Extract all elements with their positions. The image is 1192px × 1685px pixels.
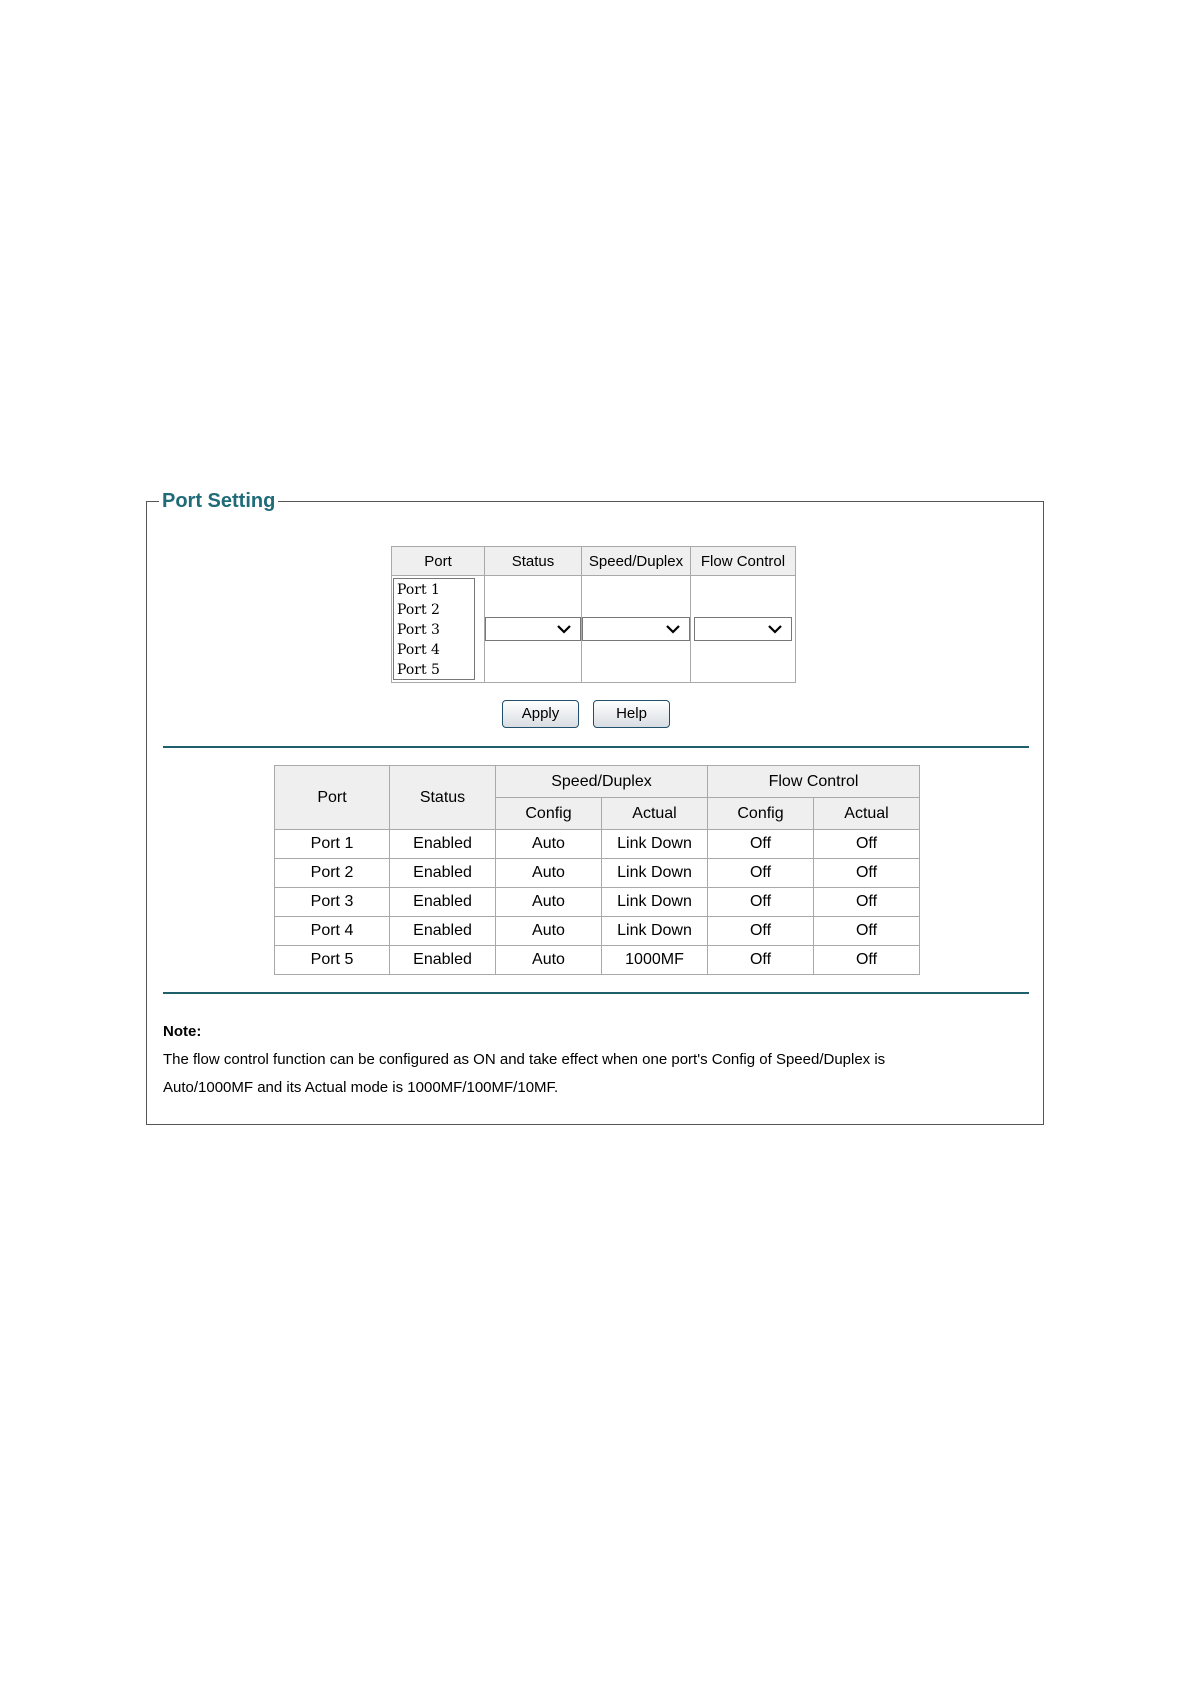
status-select-cell bbox=[485, 576, 582, 683]
port-list-cell bbox=[392, 576, 485, 683]
note-text-line1: The flow control function can be configured as ON and take effect when one port's Config of Speed/Duplex is bbox=[163, 1051, 886, 1068]
flow-select-cell bbox=[691, 576, 796, 683]
port-option[interactable]: Port 4 bbox=[397, 642, 440, 658]
cell-port: Port 3 bbox=[275, 888, 390, 917]
help-button[interactable]: Help bbox=[593, 700, 670, 728]
status-header-speed-config: Config bbox=[496, 798, 602, 830]
panel-title: Port Setting bbox=[159, 489, 278, 513]
cell-status: Enabled bbox=[390, 946, 496, 975]
table-row bbox=[275, 830, 920, 859]
chevron-down-icon bbox=[665, 621, 681, 640]
cell-port: Port 5 bbox=[275, 946, 390, 975]
port-config-table bbox=[391, 546, 796, 683]
note-title: Note: bbox=[163, 1023, 202, 1040]
cell-port: Port 2 bbox=[275, 859, 390, 888]
button-row bbox=[502, 700, 684, 728]
port-option[interactable]: Port 2 bbox=[397, 602, 440, 618]
cell-speed-config: Auto bbox=[496, 888, 602, 917]
cell-speed-actual: Link Down bbox=[602, 859, 708, 888]
chevron-down-icon bbox=[767, 621, 783, 640]
cell-flow-actual: Off bbox=[814, 946, 920, 975]
status-header-status: Status bbox=[390, 766, 496, 830]
cell-status: Enabled bbox=[390, 888, 496, 917]
cell-flow-actual: Off bbox=[814, 859, 920, 888]
cell-flow-actual: Off bbox=[814, 830, 920, 859]
cell-flow-config: Off bbox=[708, 830, 814, 859]
cell-flow-config: Off bbox=[708, 917, 814, 946]
status-select[interactable] bbox=[485, 617, 581, 641]
cell-flow-actual: Off bbox=[814, 917, 920, 946]
chevron-down-icon bbox=[556, 621, 572, 640]
speed-select-cell bbox=[582, 576, 691, 683]
status-header-speed-actual: Actual bbox=[602, 798, 708, 830]
port-option[interactable]: Port 3 bbox=[397, 622, 440, 638]
status-header-port: Port bbox=[275, 766, 390, 830]
port-option[interactable]: Port 5 bbox=[397, 662, 440, 678]
divider bbox=[163, 746, 1029, 748]
cell-speed-config: Auto bbox=[496, 917, 602, 946]
cell-port: Port 1 bbox=[275, 830, 390, 859]
flow-control-select[interactable] bbox=[694, 617, 792, 641]
port-setting-panel bbox=[146, 490, 1044, 1125]
config-header-port: Port bbox=[392, 547, 485, 576]
config-header-status: Status bbox=[485, 547, 582, 576]
cell-speed-actual: Link Down bbox=[602, 917, 708, 946]
cell-flow-config: Off bbox=[708, 946, 814, 975]
cell-flow-config: Off bbox=[708, 859, 814, 888]
note-section bbox=[163, 1018, 1023, 1102]
cell-status: Enabled bbox=[390, 917, 496, 946]
cell-flow-config: Off bbox=[708, 888, 814, 917]
cell-speed-config: Auto bbox=[496, 859, 602, 888]
status-header-flow-control: Flow Control bbox=[708, 766, 920, 798]
cell-speed-actual: Link Down bbox=[602, 830, 708, 859]
status-header-flow-config: Config bbox=[708, 798, 814, 830]
table-row bbox=[275, 946, 920, 975]
cell-status: Enabled bbox=[390, 859, 496, 888]
table-row bbox=[275, 859, 920, 888]
port-status-table bbox=[274, 765, 920, 975]
note-text-line2: Auto/1000MF and its Actual mode is 1000MF/100MF/10MF. bbox=[163, 1079, 559, 1096]
status-header-flow-actual: Actual bbox=[814, 798, 920, 830]
cell-speed-config: Auto bbox=[496, 946, 602, 975]
apply-button[interactable]: Apply bbox=[502, 700, 579, 728]
speed-duplex-select[interactable] bbox=[582, 617, 690, 641]
cell-port: Port 4 bbox=[275, 917, 390, 946]
cell-speed-actual: Link Down bbox=[602, 888, 708, 917]
port-select-list[interactable] bbox=[393, 578, 475, 680]
divider bbox=[163, 992, 1029, 994]
status-header-speed-duplex: Speed/Duplex bbox=[496, 766, 708, 798]
cell-flow-actual: Off bbox=[814, 888, 920, 917]
config-header-flow-control: Flow Control bbox=[691, 547, 796, 576]
cell-speed-config: Auto bbox=[496, 830, 602, 859]
table-row bbox=[275, 888, 920, 917]
port-option[interactable]: Port 1 bbox=[397, 582, 440, 598]
config-header-speed-duplex: Speed/Duplex bbox=[582, 547, 691, 576]
cell-status: Enabled bbox=[390, 830, 496, 859]
table-row bbox=[275, 917, 920, 946]
cell-speed-actual: 1000MF bbox=[602, 946, 708, 975]
